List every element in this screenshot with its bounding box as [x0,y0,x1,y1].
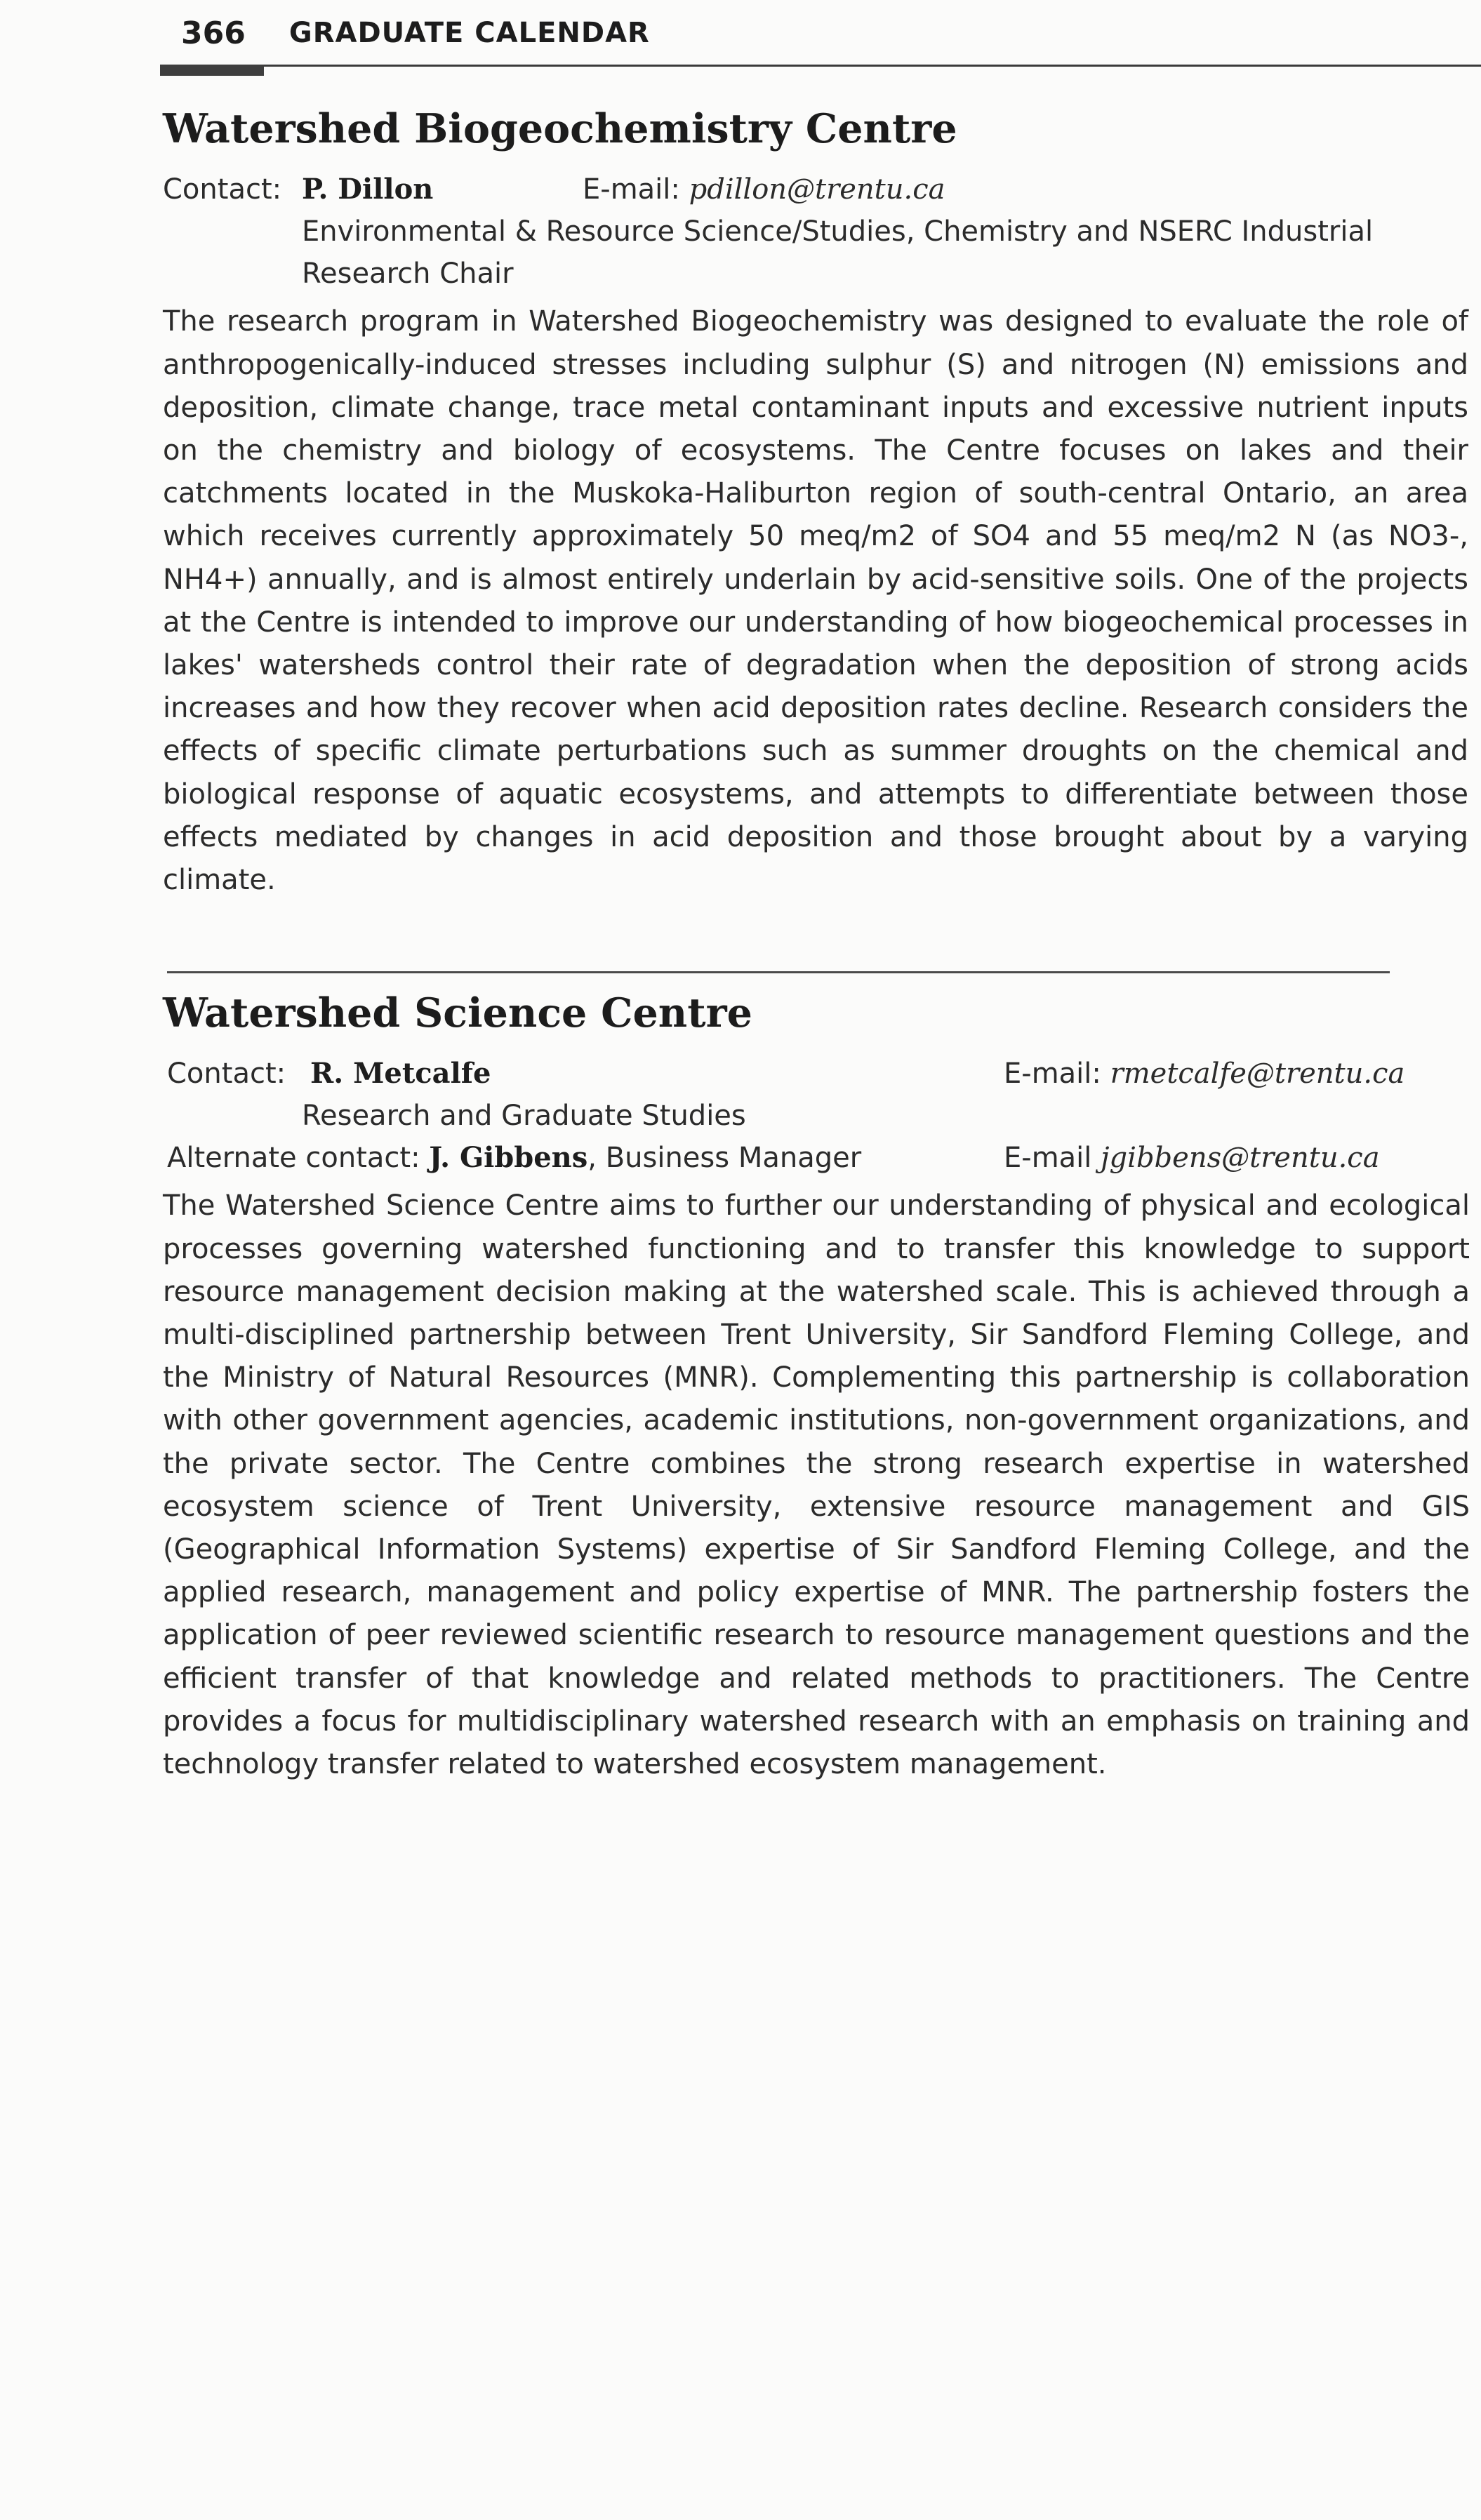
section-body: The research program in Watershed Biogeochemistry was designed to evaluate the role of anthropogenically-induced stresses including sulphur (S) and nitrogen (N) emissions and deposition, climate change, trace metal contaminant inputs and excessive nutrient inputs on the chemistry and biology of ecosystems. The Centre focuses on lakes and their catchments located in the Muskoka-Haliburton region of south-central Ontario, an area which receives currently approximately 50 meq/m2 of SO4 and 55 meq/m2 N (as NO3-, NH4+) annually, and is almost entirely underlain by acid-sensitive soils. One of the projects at the Centre is intended to improve our understanding of how biogeochemical processes in lakes' watersheds control their rate of degradation when the deposition of strong acids increases and how they recover when acid deposition rates decline. Research considers the effects of specific climate perturbations such as summer droughts on the chemical and biological response of aquatic ecosystems, and attempts to differentiate between those effects mediated by changes in acid deposition and those brought about by a varying climate. [163,305,1468,897]
affiliation-line: Research and Graduate Studies [302,1100,746,1133]
section-body: The Watershed Science Centre aims to further our understanding of physical and ecological processes governing watershed functioning and to transfer this knowledge to support resource management decision making at the watershed scale. This is achieved through a multi-disciplined partnership between Trent University, Sir Sandford Fleming College, and the Ministry of Natural Resources (MNR). Complementing this partnership is collaboration with other government agencies, academic institutions, non-government organizations, and the private sector. The Centre combines the strong research expertise in watershed ecosystem science of Trent University, extensive resource management and GIS (Geographical Information Systems) expertise of Sir Sandford Fleming College, and the applied research, management and policy expertise of MNR. The partnership fosters the application of peer reviewed scientific research to resource management questions and the efficient transfer of that knowledge and related methods to practitioners. The Centre provides a focus for multidisciplinary watershed research with an emphasis on training and technology transfer related to watershed ecosystem management. [163,1189,1470,1781]
email-label: E-mail: [583,173,680,206]
section-divider [167,971,1390,973]
section-watershed-biogeochemistry [163,105,1475,902]
affiliation-line: Environmental & Resource Science/Studies, Chemistry and NSERC Industrial [302,215,1374,248]
alternate-email-field [1004,1137,1380,1179]
email-link[interactable]: jgibbens@trentu.ca [1101,1142,1380,1175]
alternate-contact-row [163,1137,1475,1179]
contact-name: P. Dillon [302,173,434,206]
alternate-contact-label: Alternate contact: [167,1142,420,1175]
alternate-contact-name: J. Gibbens [429,1141,588,1175]
section-title: Watershed Science Centre [163,989,752,1036]
email-label: E-mail [1004,1142,1092,1175]
email-field [1004,1053,1404,1095]
email-label: E-mail: [1004,1058,1101,1091]
contact-row [163,168,1475,211]
header-rule-accent [160,65,264,76]
contact-row [163,1053,1475,1095]
section-watershed-science [163,989,1475,1786]
alternate-contact [167,1137,861,1179]
calendar-title: GRADUATE CALENDAR [288,17,650,49]
affiliation-line: Research Chair [302,258,514,291]
header-rule [160,65,1481,67]
alternate-contact-role: , Business Manager [587,1142,862,1175]
contact-name: R. Metcalfe [310,1057,491,1091]
email-field [583,168,945,211]
running-header [181,8,650,58]
contact-label: Contact: [167,1058,286,1091]
contact-label: Contact: [163,173,282,206]
email-link[interactable]: rmetcalfe@trentu.ca [1110,1058,1405,1091]
section-title: Watershed Biogeochemistry Centre [163,105,957,152]
page-number: 366 [181,15,246,51]
email-link[interactable]: pdillon@trentu.ca [689,173,945,206]
